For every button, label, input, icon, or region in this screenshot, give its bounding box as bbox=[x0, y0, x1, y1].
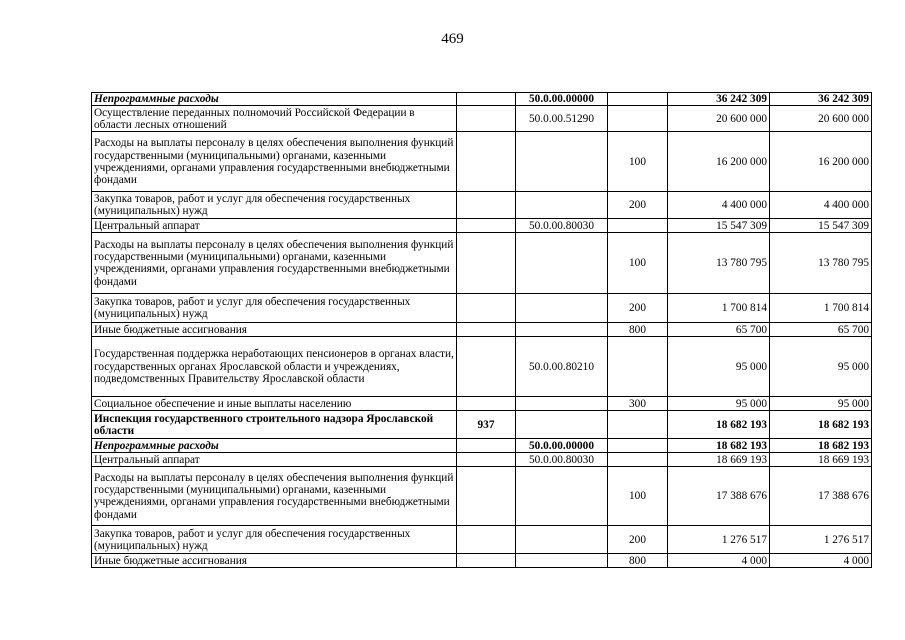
row-amount-year2-cell: 95 000 bbox=[770, 337, 872, 397]
row-expense-type-cell: 800 bbox=[608, 554, 668, 568]
row-expense-type-cell bbox=[608, 106, 668, 132]
table-row bbox=[92, 192, 872, 219]
row-amount-year2-cell: 18 682 193 bbox=[770, 411, 872, 439]
table-row bbox=[92, 233, 872, 294]
row-target-code-cell bbox=[516, 323, 608, 337]
row-ministry-code-cell: 937 bbox=[457, 411, 516, 439]
row-expense-type-cell: 100 bbox=[608, 233, 668, 294]
row-ministry-code-cell bbox=[457, 323, 516, 337]
row-name-cell: Государственная поддержка неработающих пенсионеров в органах власти, государственных органах Ярославской области и учреждениях, подведомственных Правительству Ярославской области bbox=[92, 337, 457, 397]
row-amount-year1-cell: 4 400 000 bbox=[668, 192, 770, 219]
row-target-code-cell bbox=[516, 554, 608, 568]
row-amount-year1-cell: 16 200 000 bbox=[668, 132, 770, 192]
row-name-cell: Расходы на выплаты персоналу в целях обеспечения выполнения функций государственными (муниципальными) органами, казенными учреждениями, органами управления государственными внебюджетными фондами bbox=[92, 233, 457, 294]
row-ministry-code-cell bbox=[457, 106, 516, 132]
table-row bbox=[92, 132, 872, 192]
row-amount-year1-cell: 18 669 193 bbox=[668, 453, 770, 467]
row-amount-year2-cell: 36 242 309 bbox=[770, 93, 872, 106]
row-amount-year1-cell: 36 242 309 bbox=[668, 93, 770, 106]
row-target-code-cell: 50.0.00.80210 bbox=[516, 337, 608, 397]
row-amount-year1-cell: 17 388 676 bbox=[668, 467, 770, 526]
row-amount-year2-cell: 1 276 517 bbox=[770, 526, 872, 554]
table-row bbox=[92, 219, 872, 233]
row-amount-year2-cell: 1 700 814 bbox=[770, 294, 872, 323]
row-amount-year2-cell: 18 682 193 bbox=[770, 439, 872, 453]
row-amount-year1-cell: 4 000 bbox=[668, 554, 770, 568]
row-amount-year1-cell: 1 276 517 bbox=[668, 526, 770, 554]
row-amount-year1-cell: 95 000 bbox=[668, 397, 770, 411]
row-expense-type-cell bbox=[608, 439, 668, 453]
budget-table bbox=[91, 92, 872, 568]
row-target-code-cell bbox=[516, 411, 608, 439]
row-amount-year1-cell: 15 547 309 bbox=[668, 219, 770, 233]
row-target-code-cell bbox=[516, 192, 608, 219]
row-target-code-cell bbox=[516, 526, 608, 554]
row-amount-year1-cell: 18 682 193 bbox=[668, 411, 770, 439]
row-target-code-cell: 50.0.00.80030 bbox=[516, 219, 608, 233]
table-row bbox=[92, 106, 872, 132]
row-target-code-cell: 50.0.00.51290 bbox=[516, 106, 608, 132]
row-name-cell: Иные бюджетные ассигнования bbox=[92, 323, 457, 337]
row-ministry-code-cell bbox=[457, 554, 516, 568]
table-row bbox=[92, 439, 872, 453]
row-target-code-cell bbox=[516, 233, 608, 294]
row-name-cell: Иные бюджетные ассигнования bbox=[92, 554, 457, 568]
row-expense-type-cell: 200 bbox=[608, 526, 668, 554]
row-ministry-code-cell bbox=[457, 192, 516, 219]
row-name-cell: Закупка товаров, работ и услуг для обеспечения государственных (муниципальных) нужд bbox=[92, 294, 457, 323]
row-expense-type-cell bbox=[608, 453, 668, 467]
row-amount-year2-cell: 18 669 193 bbox=[770, 453, 872, 467]
row-amount-year2-cell: 95 000 bbox=[770, 397, 872, 411]
table-row bbox=[92, 397, 872, 411]
row-ministry-code-cell bbox=[457, 453, 516, 467]
row-target-code-cell bbox=[516, 132, 608, 192]
table-row bbox=[92, 554, 872, 568]
row-target-code-cell: 50.0.00.00000 bbox=[516, 93, 608, 106]
row-amount-year1-cell: 18 682 193 bbox=[668, 439, 770, 453]
row-amount-year2-cell: 17 388 676 bbox=[770, 467, 872, 526]
row-target-code-cell bbox=[516, 294, 608, 323]
row-name-cell: Центральный аппарат bbox=[92, 219, 457, 233]
row-amount-year1-cell: 65 700 bbox=[668, 323, 770, 337]
row-name-cell: Закупка товаров, работ и услуг для обеспечения государственных (муниципальных) нужд bbox=[92, 526, 457, 554]
row-ministry-code-cell bbox=[457, 439, 516, 453]
row-expense-type-cell: 300 bbox=[608, 397, 668, 411]
row-amount-year2-cell: 16 200 000 bbox=[770, 132, 872, 192]
row-target-code-cell bbox=[516, 467, 608, 526]
row-amount-year1-cell: 13 780 795 bbox=[668, 233, 770, 294]
budget-table-body bbox=[92, 93, 872, 568]
row-amount-year2-cell: 13 780 795 bbox=[770, 233, 872, 294]
row-amount-year2-cell: 15 547 309 bbox=[770, 219, 872, 233]
row-ministry-code-cell bbox=[457, 233, 516, 294]
table-row bbox=[92, 526, 872, 554]
row-target-code-cell: 50.0.00.80030 bbox=[516, 453, 608, 467]
table-row bbox=[92, 93, 872, 106]
row-name-cell: Непрограммные расходы bbox=[92, 439, 457, 453]
row-ministry-code-cell bbox=[457, 294, 516, 323]
row-amount-year1-cell: 95 000 bbox=[668, 337, 770, 397]
row-amount-year2-cell: 4 000 bbox=[770, 554, 872, 568]
row-expense-type-cell: 200 bbox=[608, 192, 668, 219]
row-expense-type-cell: 100 bbox=[608, 132, 668, 192]
row-ministry-code-cell bbox=[457, 337, 516, 397]
row-ministry-code-cell bbox=[457, 93, 516, 106]
row-ministry-code-cell bbox=[457, 467, 516, 526]
row-expense-type-cell: 100 bbox=[608, 467, 668, 526]
row-amount-year1-cell: 20 600 000 bbox=[668, 106, 770, 132]
row-name-cell: Непрограммные расходы bbox=[92, 93, 457, 106]
row-ministry-code-cell bbox=[457, 132, 516, 192]
row-name-cell: Осуществление переданных полномочий Российской Федерации в области лесных отношений bbox=[92, 106, 457, 132]
row-name-cell: Центральный аппарат bbox=[92, 453, 457, 467]
row-ministry-code-cell bbox=[457, 397, 516, 411]
table-row bbox=[92, 453, 872, 467]
row-expense-type-cell bbox=[608, 93, 668, 106]
table-row bbox=[92, 337, 872, 397]
row-expense-type-cell bbox=[608, 219, 668, 233]
row-expense-type-cell: 800 bbox=[608, 323, 668, 337]
row-name-cell: Расходы на выплаты персоналу в целях обеспечения выполнения функций государственными (муниципальными) органами, казенными учреждениями, органами управления государственными внебюджетными фондами bbox=[92, 132, 457, 192]
row-expense-type-cell: 200 bbox=[608, 294, 668, 323]
row-name-cell: Закупка товаров, работ и услуг для обеспечения государственных (муниципальных) нужд bbox=[92, 192, 457, 219]
row-ministry-code-cell bbox=[457, 219, 516, 233]
row-name-cell: Инспекция государственного строительного надзора Ярославской области bbox=[92, 411, 457, 439]
row-amount-year2-cell: 20 600 000 bbox=[770, 106, 872, 132]
row-name-cell: Социальное обеспечение и иные выплаты населению bbox=[92, 397, 457, 411]
row-expense-type-cell bbox=[608, 337, 668, 397]
table-row bbox=[92, 467, 872, 526]
row-target-code-cell: 50.0.00.00000 bbox=[516, 439, 608, 453]
table-row bbox=[92, 323, 872, 337]
table-row bbox=[92, 411, 872, 439]
table-row bbox=[92, 294, 872, 323]
row-amount-year2-cell: 65 700 bbox=[770, 323, 872, 337]
page-number: 469 bbox=[441, 31, 464, 47]
row-ministry-code-cell bbox=[457, 526, 516, 554]
row-expense-type-cell bbox=[608, 411, 668, 439]
row-amount-year1-cell: 1 700 814 bbox=[668, 294, 770, 323]
row-amount-year2-cell: 4 400 000 bbox=[770, 192, 872, 219]
row-name-cell: Расходы на выплаты персоналу в целях обеспечения выполнения функций государственными (муниципальными) органами, казенными учреждениями, органами управления государственными внебюджетными фондами bbox=[92, 467, 457, 526]
row-target-code-cell bbox=[516, 397, 608, 411]
